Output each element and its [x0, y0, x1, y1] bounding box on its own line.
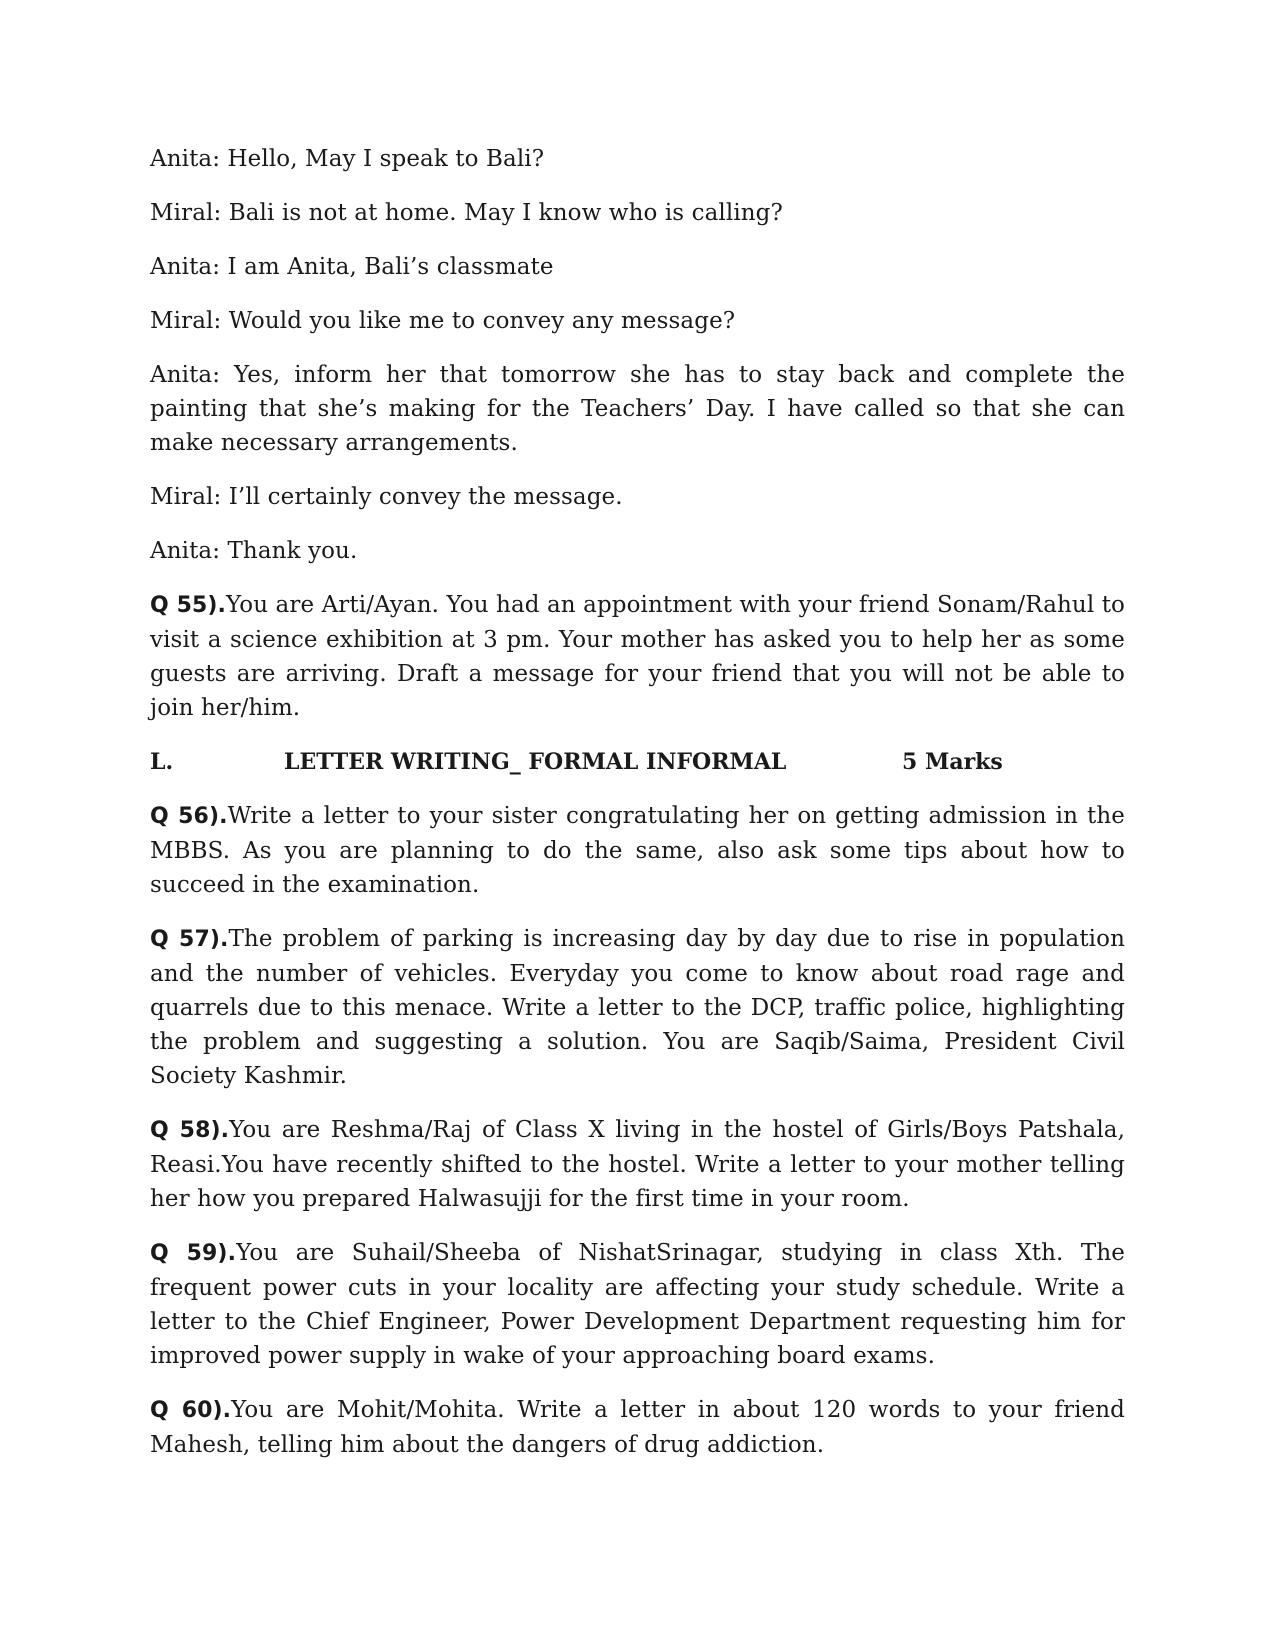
question-text: The problem of parking is increasing day by day due to rise in population and the number of vehicles. Everyday you come to know about road rage and quarrels due to this menace. Write a letter to the DCP, traffic police, highlighting the problem and suggesting a solution. You are Saqib/Saima, President Civil Society Kashmir. — [150, 926, 1125, 1089]
question-number: Q 57). — [150, 927, 229, 952]
dialogue-line: Anita: I am Anita, Bali’s classmate — [150, 254, 554, 280]
dialogue-line: Anita: Yes, inform her that tomorrow she has to stay back and complete the painting that she’s making for the Teachers’ Day. I have called so that she can make necessary arrangements. — [150, 362, 1125, 456]
section-letter: L. — [150, 749, 174, 775]
dialogue-line: Anita: Thank you. — [150, 538, 358, 564]
question-number: Q 60). — [150, 1398, 232, 1423]
question-text: You are Mohit/Mohita. Write a letter in about 120 words to your friend Mahesh, telling him about the dangers of drug addiction. — [150, 1397, 1125, 1458]
question-55 — [150, 588, 1125, 725]
question-number: Q 59). — [150, 1241, 237, 1266]
section-heading — [150, 745, 1125, 779]
question-text: You are Suhail/Sheeba of NishatSrinagar, studying in class Xth. The frequent power cuts in your locality are affecting your study schedule. Write a letter to the Chief Engineer, Power Development Department requesting him for improved power supply in wake of your approaching board exams. — [150, 1240, 1125, 1369]
question-59 — [150, 1236, 1125, 1373]
question-60 — [150, 1393, 1125, 1462]
section-marks: 5 Marks — [902, 749, 1003, 775]
dialogue-line: Miral: Would you like me to convey any message? — [150, 308, 736, 334]
question-number: Q 56). — [150, 804, 228, 829]
section-title: LETTER WRITING_ FORMAL INFORMAL — [284, 749, 787, 775]
dialogue-line: Miral: I’ll certainly convey the message. — [150, 484, 623, 510]
question-text: You are Reshma/Raj of Class X living in the hostel of Girls/Boys Patshala, Reasi.You have recently shifted to the hostel. Write a letter to your mother telling her how you prepared Halwasujji for the first time in your room. — [150, 1117, 1125, 1212]
question-text: You are Arti/Ayan. You had an appointment with your friend Sonam/Rahul to visit a science exhibition at 3 pm. Your mother has asked you to help her as some guests are arriving. Draft a message for your friend that you will not be able to join her/him. — [150, 592, 1125, 721]
dialogue-line: Miral: Bali is not at home. May I know who is calling? — [150, 200, 783, 226]
question-number: Q 58). — [150, 1118, 230, 1143]
question-number: Q 55). — [150, 593, 226, 618]
question-56 — [150, 799, 1125, 902]
question-58 — [150, 1113, 1125, 1216]
question-57 — [150, 922, 1125, 1093]
dialogue-line: Anita: Hello, May I speak to Bali? — [150, 146, 545, 172]
document-page — [150, 142, 1125, 1482]
question-text: Write a letter to your sister congratulating her on getting admission in the MBBS. As you are planning to do the same, also ask some tips about how to succeed in the examination. — [150, 803, 1125, 898]
